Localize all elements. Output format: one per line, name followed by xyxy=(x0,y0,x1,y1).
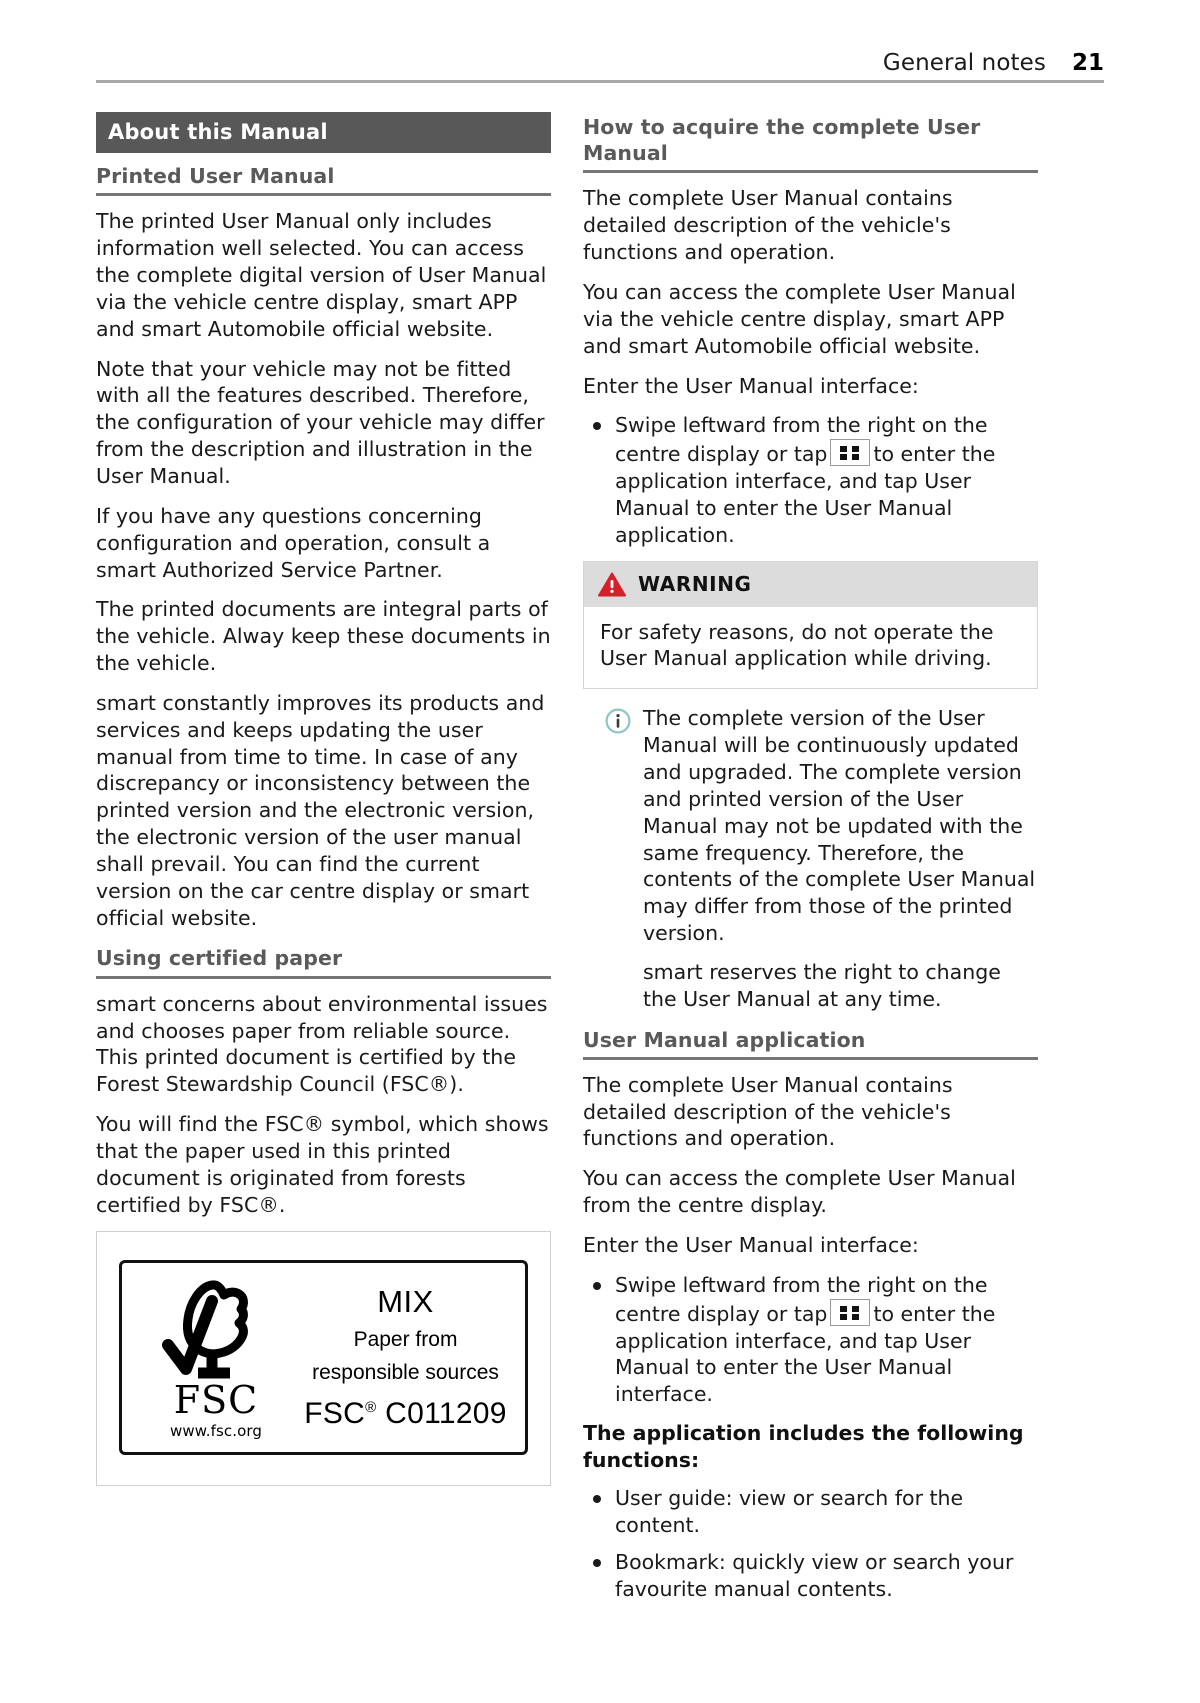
running-header xyxy=(96,36,1104,76)
subhead-printed-user-manual: Printed User Manual xyxy=(96,164,335,189)
paragraph: You can access the complete User Manual via the vehicle centre display, smart APP and smart Automobile official website. xyxy=(583,280,1016,358)
fsc-logo-left xyxy=(136,1277,296,1440)
paragraph: Enter the User Manual interface: xyxy=(583,373,919,398)
paragraph: The complete version of the User Manual will be continuously updated and upgraded. The complete version and printed version of the User Manual may not be updated with the same frequency. Therefore, the contents of the complete User Manual may differ from those of the printed version. xyxy=(643,706,1036,946)
paragraph: The complete User Manual contains detailed description of the vehicle's functions and operation. xyxy=(583,186,953,265)
subhead-rule xyxy=(583,170,1038,173)
warning-box-header xyxy=(584,562,1037,607)
fsc-source-line-2: responsible sources xyxy=(312,1361,499,1384)
info-note xyxy=(583,705,1038,1012)
paragraph: Enter the User Manual interface: xyxy=(583,1233,919,1258)
fsc-brand-text: FSC xyxy=(173,1378,259,1423)
warning-text: For safety reasons, do not operate the User Manual application while driving. xyxy=(600,619,994,671)
warning-triangle-icon xyxy=(598,572,626,597)
info-note-body xyxy=(643,705,1038,1012)
paragraph: The printed User Manual only includes information well selected. You can access the complete digital version of User Manual via the vehicle centre display, smart APP and smart Automobile official website. xyxy=(96,209,547,341)
bullet-list-application-functions xyxy=(583,1485,1038,1603)
right-column xyxy=(583,112,1038,1615)
paragraph: smart reserves the right to change the User Manual at any time. xyxy=(643,959,1001,1011)
info-circle-icon xyxy=(605,708,631,734)
fsc-url-text: www.fsc.org xyxy=(169,1422,262,1441)
list-item: Bookmark: quickly view or search your favourite manual contents. xyxy=(583,1549,1038,1603)
paragraph: You can access the complete User Manual from the centre display. xyxy=(583,1166,1016,1218)
warning-label: WARNING xyxy=(638,572,752,597)
section-banner-about-this-manual: About this Manual xyxy=(96,112,551,153)
fsc-licence-code xyxy=(304,1397,507,1431)
subhead-user-manual-application: User Manual application xyxy=(583,1027,866,1052)
list-item xyxy=(583,412,1038,548)
bullet-text-before-icon: Swipe leftward from the right on the centre display or tap xyxy=(615,1272,988,1326)
chapter-title: General notes xyxy=(882,50,1046,76)
fsc-code-number: C011209 xyxy=(385,1397,507,1431)
subhead-rule xyxy=(96,976,551,979)
fsc-tree-checkmark-icon xyxy=(160,1277,272,1379)
bullet-text-after-icon: to enter the application interface, and tap User Manual to enter the User Manual interface. xyxy=(615,1301,996,1407)
paragraph: smart constantly improves its products and services and keeps updating the user manual from time to time. In case of any discrepancy or inconsistency between the printed version and the electronic version, the electronic version of the user manual shall prevail. You can find the current version on the car centre display or smart official website. xyxy=(96,690,545,930)
paragraph: The complete User Manual contains detailed description of the vehicle's functions and operation. xyxy=(583,1072,953,1151)
paragraph: If you have any questions concerning configuration and operation, consult a smart Authorized Service Partner. xyxy=(96,503,491,582)
paragraph: smart concerns about environmental issues and chooses paper from reliable source. This printed document is certified by the Forest Stewardship Council (FSC®). xyxy=(96,991,548,1097)
subhead-using-certified-paper: Using certified paper xyxy=(96,946,343,971)
subhead-how-to-acquire-complete-user-manual: How to acquire the complete User Manual xyxy=(583,115,981,166)
left-column xyxy=(96,112,551,1615)
subhead-rule xyxy=(96,193,551,196)
list-item xyxy=(583,1272,1038,1408)
warning-box-content xyxy=(584,607,1037,689)
fsc-mix-label: MIX xyxy=(377,1283,434,1319)
bullet-text-before-icon: Swipe leftward from the right on the centre display or tap xyxy=(615,413,988,467)
subhead-rule xyxy=(583,1057,1038,1060)
header-rule xyxy=(96,80,1104,83)
fsc-code-prefix: FSC xyxy=(304,1397,366,1431)
two-column-body xyxy=(96,112,1104,1615)
paragraph: You will find the FSC® symbol, which shows that the paper used in this printed document is originated from forests certified by FSC®. xyxy=(96,1112,549,1217)
page-number: 21 xyxy=(1071,50,1104,76)
list-item: User guide: view or search for the content. xyxy=(583,1485,1038,1539)
bullet-list-enter-user-manual-1 xyxy=(583,412,1038,548)
fsc-logo-box xyxy=(119,1260,528,1455)
paragraph: Note that your vehicle may not be fitted with all the features described. Therefore, the configuration of your vehicle may differ from the description and illustration in the User Manual. xyxy=(96,356,545,488)
paragraph: The printed documents are integral parts of the vehicle. Alway keep these documents in the vehicle. xyxy=(96,597,551,676)
app-grid-icon[interactable] xyxy=(830,1299,870,1326)
fsc-certification-panel xyxy=(96,1231,551,1486)
bullet-list-enter-user-manual-2 xyxy=(583,1272,1038,1408)
warning-box xyxy=(583,561,1038,690)
fsc-logo-right xyxy=(296,1277,515,1440)
bullet-text-after-icon: to enter the application interface, and tap User Manual to enter the User Manual application. xyxy=(615,442,996,547)
fsc-code-registered-mark: ® xyxy=(365,1399,377,1417)
app-grid-icon[interactable] xyxy=(830,439,870,466)
fsc-source-line-1: Paper from xyxy=(353,1327,458,1351)
functions-heading: The application includes the following functions: xyxy=(583,1421,1024,1472)
